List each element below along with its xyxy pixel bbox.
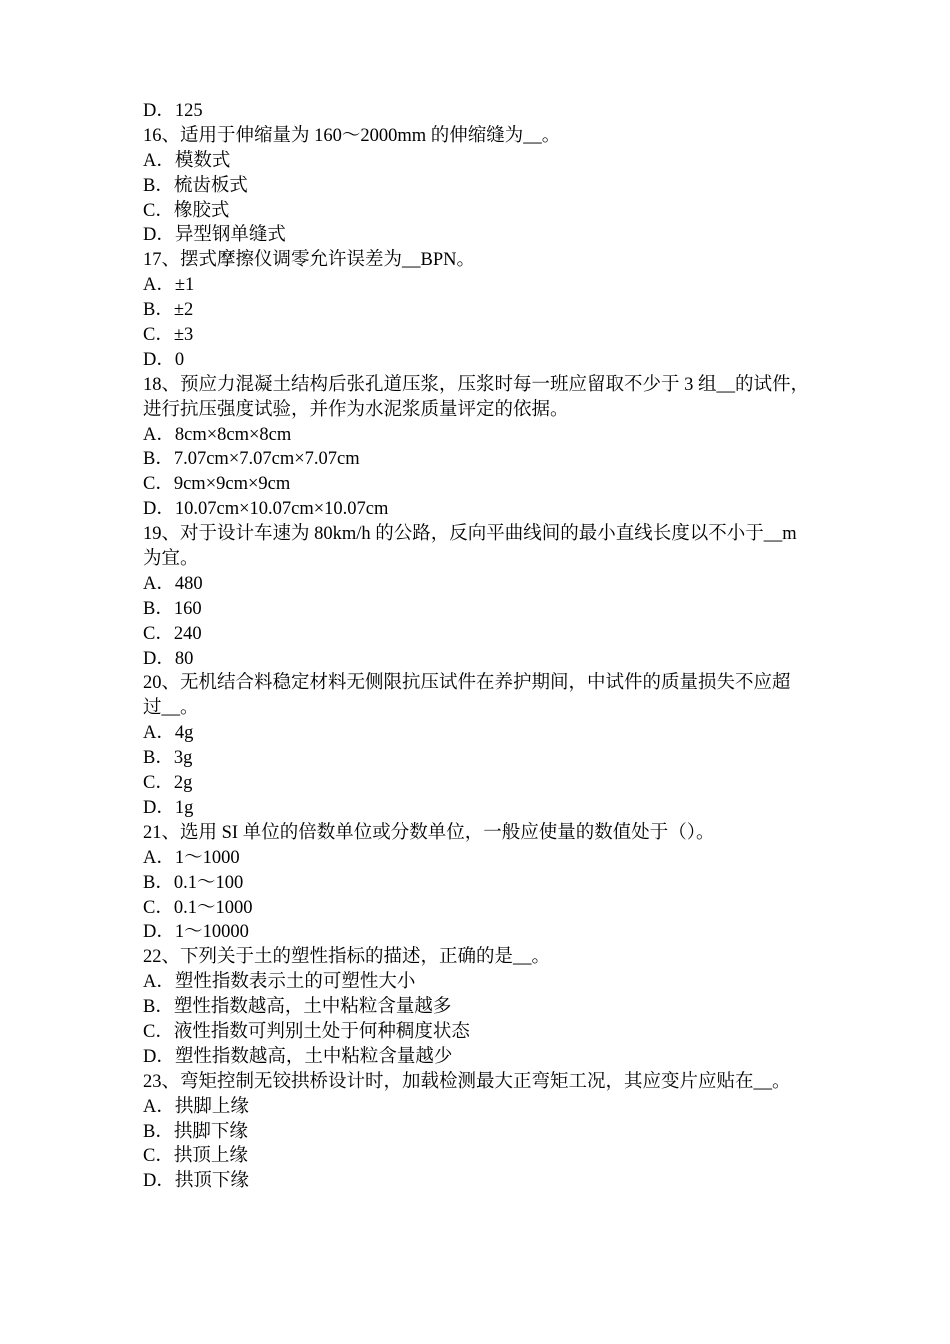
question-line: 18、预应力混凝土结构后张孔道压浆，压浆时每一班应留取不少于 3 组__的试件，	[143, 374, 810, 395]
question-line: 23、弯矩控制无铰拱桥设计时，加载检测最大正弯矩工况，其应变片应贴在__。	[143, 1071, 791, 1092]
option-line: D．异型钢单缝式	[143, 225, 286, 246]
option-line: A．±1	[143, 275, 195, 296]
question-line: 过__。	[143, 698, 199, 719]
option-line: B．7.07cm×7.07cm×7.07cm	[143, 449, 360, 470]
option-line: B．0.1～100	[143, 872, 244, 893]
option-line: D．0	[143, 349, 185, 370]
option-line: A．拱脚上缘	[143, 1096, 249, 1117]
question-line: 22、下列关于土的塑性指标的描述，正确的是__。	[143, 947, 551, 968]
question-line: 进行抗压强度试验，并作为水泥浆质量评定的依据。	[143, 399, 569, 420]
question-line: 16、适用于伸缩量为 160～2000mm 的伸缩缝为__。	[143, 125, 561, 146]
option-line: A．480	[143, 573, 203, 594]
option-line: D．125	[143, 101, 203, 121]
option-line: C．拱顶上缘	[143, 1146, 248, 1167]
option-line: B．3g	[143, 748, 193, 769]
question-line: 21、选用 SI 单位的倍数单位或分数单位，一般应使量的数值处于（）。	[143, 822, 715, 843]
option-line: A．8cm×8cm×8cm	[143, 424, 292, 445]
option-line: C．液性指数可判别土处于何种稠度状态	[143, 1021, 470, 1042]
question-line: 19、对于设计车速为 80km/h 的公路，反向平曲线间的最小直线长度以不小于__m	[143, 524, 797, 545]
option-line: B．拱脚下缘	[143, 1121, 248, 1142]
option-line: D．1～10000	[143, 922, 249, 943]
option-line: D．1g	[143, 797, 194, 818]
option-line: C．0.1～1000	[143, 897, 253, 918]
option-line: B．梳齿板式	[143, 175, 248, 196]
option-line: A．模数式	[143, 150, 231, 171]
question-line: 为宜。	[143, 549, 199, 570]
option-line: C．橡胶式	[143, 200, 230, 221]
option-line: B．160	[143, 598, 202, 619]
option-line: D．拱顶下缘	[143, 1171, 249, 1192]
option-line: C．240	[143, 623, 202, 644]
option-line: C．±3	[143, 325, 194, 346]
option-line: D．10.07cm×10.07cm×10.07cm	[143, 499, 389, 520]
option-line: A．塑性指数表示土的可塑性大小	[143, 972, 416, 993]
question-line: 20、无机结合料稳定材料无侧限抗压试件在养护期间，中试件的质量损失不应超	[143, 673, 791, 694]
option-line: C．2g	[143, 773, 193, 794]
option-line: B．塑性指数越高，土中粘粒含量越多	[143, 997, 452, 1018]
exam-text-block	[143, 99, 813, 1194]
option-line: D．塑性指数越高，土中粘粒含量越少	[143, 1046, 453, 1067]
question-line: 17、摆式摩擦仪调零允许误差为__BPN。	[143, 250, 475, 271]
option-line: D．80	[143, 648, 194, 669]
option-line: B．±2	[143, 300, 194, 321]
option-line: A．1～1000	[143, 847, 240, 868]
option-line: A．4g	[143, 723, 194, 744]
option-line: C．9cm×9cm×9cm	[143, 474, 291, 495]
